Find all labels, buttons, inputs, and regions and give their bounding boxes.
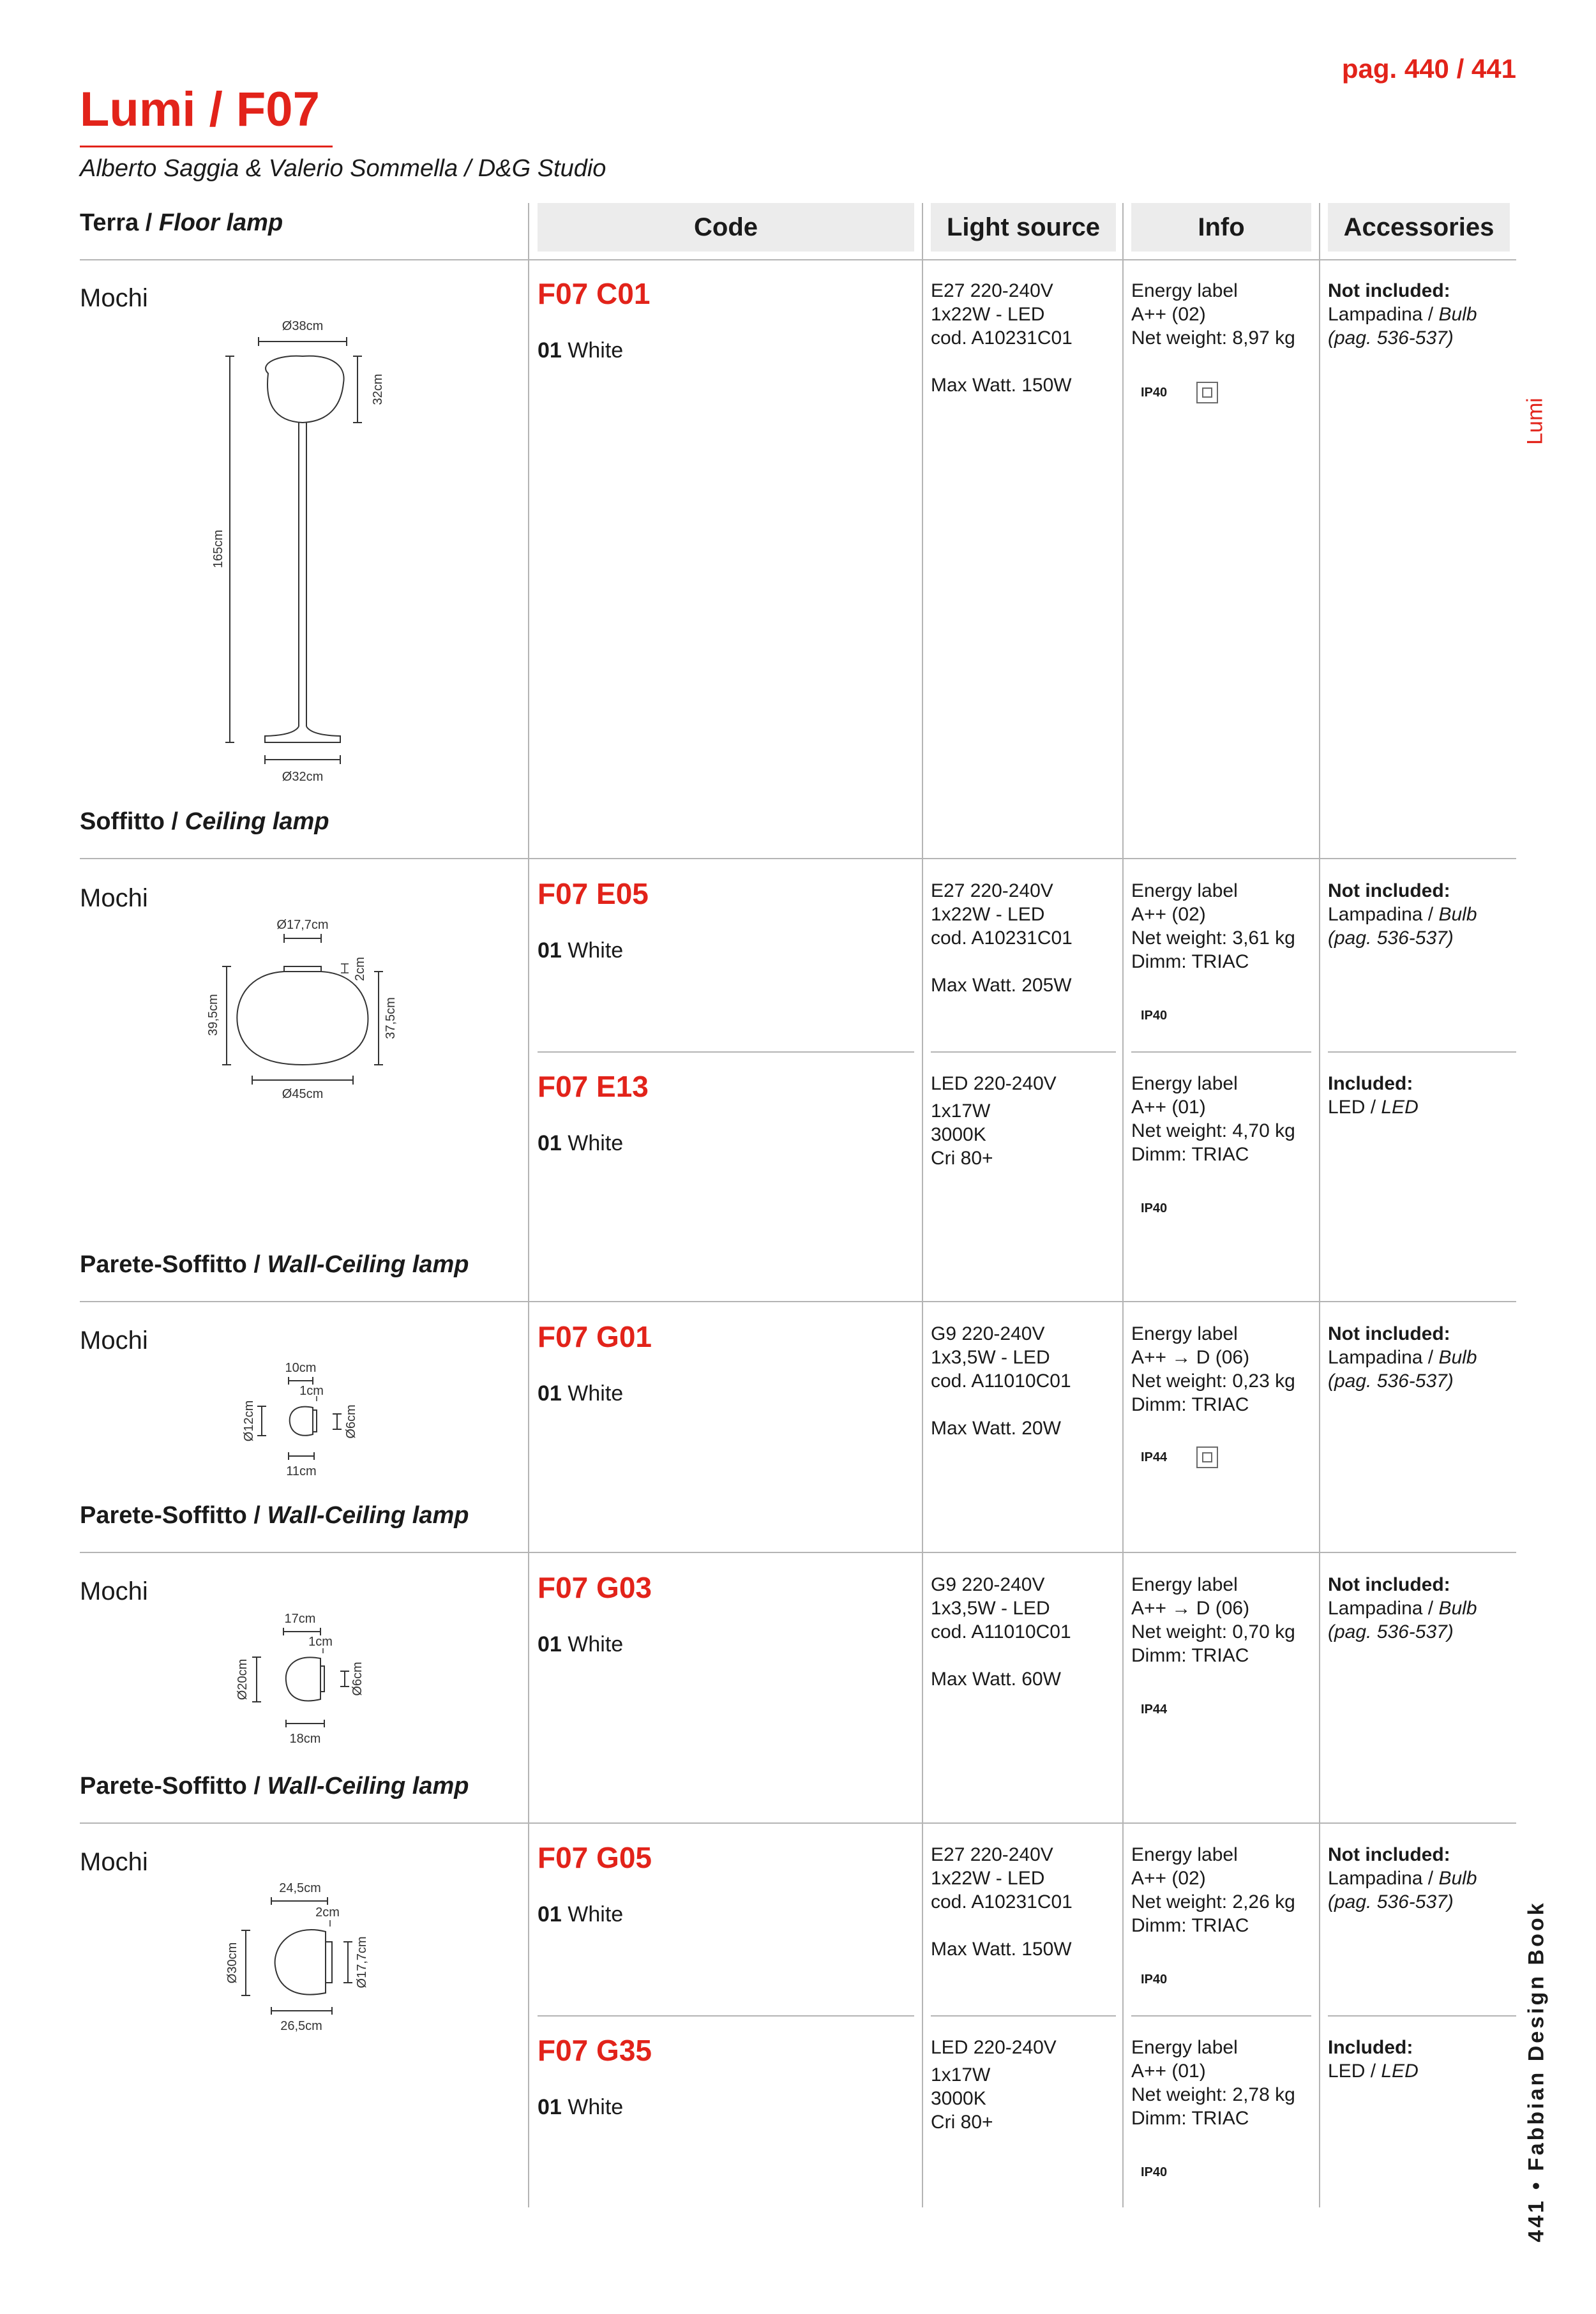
dimension-label: 39,5cm xyxy=(206,994,220,1036)
info-specs: Energy label A++ (01) Net weight: 2,78 kg Dimm: TRIAC xyxy=(1131,2037,1295,2129)
row-divider xyxy=(1131,1051,1311,1053)
wall-ceiling-lamp-drawing xyxy=(236,1356,377,1481)
dimension-label: Ø30cm xyxy=(225,1942,239,1984)
dimension-label: 10cm xyxy=(285,1361,317,1375)
info-specs: Energy label A++ (02) Net weight: 3,61 kg Dimm: TRIAC xyxy=(1131,880,1295,972)
wall-ceiling-lamp-drawing xyxy=(230,1607,383,1754)
column-header-code: Code xyxy=(538,203,914,252)
color-finish: 01 White xyxy=(538,1131,624,1155)
floor-lamp-drawing xyxy=(204,313,396,792)
product-code: F07 E05 xyxy=(538,877,649,910)
dimension-label: Ø32cm xyxy=(282,770,324,784)
product-code: F07 E13 xyxy=(538,1070,649,1103)
footer-page-label: 441 • Fabbian Design Book xyxy=(1524,1900,1549,2243)
product-code: F07 G01 xyxy=(538,1320,652,1353)
dimension-label: 18cm xyxy=(289,1732,321,1746)
row-divider xyxy=(1328,2015,1516,2017)
info-specs: Energy label A++ (02) Net weight: 8,97 kg xyxy=(1131,280,1295,349)
section-title-wall-ceiling: Parete-Soffitto / Wall-Ceiling lamp xyxy=(80,1773,469,1799)
row-divider xyxy=(931,2015,1116,2017)
product-code: F07 G03 xyxy=(538,1571,652,1604)
column-header-light-source: Light source xyxy=(931,203,1116,252)
ip-rating: IP40 xyxy=(1141,1972,1168,1987)
ip-rating: IP44 xyxy=(1141,1450,1168,1464)
wall-ceiling-lamp-drawing xyxy=(220,1877,393,2043)
dimension-label: 1cm xyxy=(299,1384,324,1398)
light-source-specs: LED 220-240V 1x17W 3000K Cri 80+ xyxy=(931,2037,1057,2133)
dimension-label: 11cm xyxy=(286,1464,317,1478)
page-reference: pag. 440 / 441 xyxy=(1341,54,1516,84)
column-header-info: Info xyxy=(1131,203,1311,252)
ip-rating: IP40 xyxy=(1141,1009,1168,1023)
ip-rating: IP44 xyxy=(1141,1702,1168,1717)
info-specs: Energy label A++ → D (06) Net weight: 0,23 kg Dimm: TRIAC xyxy=(1131,1323,1295,1415)
dimension-label: Ø17,7cm xyxy=(355,1936,369,1988)
light-source-specs: E27 220-240V 1x22W - LED cod. A10231C01 Max Watt. 150W xyxy=(931,1844,1073,1960)
ip-rating: IP40 xyxy=(1141,386,1168,400)
row-divider xyxy=(1131,2015,1311,2017)
side-section-tab: Lumi xyxy=(1523,398,1547,445)
page-title: Lumi / F07 xyxy=(80,82,320,137)
designers: Alberto Saggia & Valerio Sommella / D&G Studio xyxy=(80,155,606,182)
dimension-label: 1cm xyxy=(308,1635,333,1649)
title-underline xyxy=(80,146,333,147)
row-divider xyxy=(538,2015,914,2017)
model-name: Mochi xyxy=(80,1848,148,1876)
color-finish: 01 White xyxy=(538,1632,624,1657)
ip-rating: IP40 xyxy=(1141,1201,1168,1215)
dimension-label: Ø6cm xyxy=(350,1662,365,1696)
column-divider xyxy=(1319,203,1320,2207)
model-name: Mochi xyxy=(80,1326,148,1355)
light-source-specs: G9 220-240V 1x3,5W - LED cod. A11010C01 Max Watt. 20W xyxy=(931,1323,1071,1439)
color-finish: 01 White xyxy=(538,938,624,963)
accessories-info: Included: LED / LED xyxy=(1328,2037,1419,2082)
column-divider xyxy=(528,203,529,2207)
class-ii-icon xyxy=(1196,382,1218,403)
dimension-label: 165cm xyxy=(211,529,225,569)
dimension-label: 26,5cm xyxy=(280,2019,322,2033)
dimension-label: 2cm xyxy=(315,1905,340,1920)
light-source-specs: E27 220-240V 1x22W - LED cod. A10231C01 Max Watt. 150W xyxy=(931,280,1073,396)
table-rule xyxy=(80,259,1516,260)
column-header-accessories: Accessories xyxy=(1328,203,1510,252)
dimension-label: 24,5cm xyxy=(279,1881,321,1895)
dimension-label: Ø45cm xyxy=(282,1087,324,1101)
light-source-specs: G9 220-240V 1x3,5W - LED cod. A11010C01 Max Watt. 60W xyxy=(931,1574,1071,1690)
table-rule xyxy=(80,1301,1516,1302)
product-code: F07 G35 xyxy=(538,2034,652,2067)
dimension-label: Ø6cm xyxy=(344,1404,358,1439)
dimension-label: Ø12cm xyxy=(242,1400,256,1442)
row-divider xyxy=(1328,1051,1516,1053)
section-title-wall-ceiling: Parete-Soffitto / Wall-Ceiling lamp xyxy=(80,1251,469,1278)
light-source-specs: E27 220-240V 1x22W - LED cod. A10231C01 Max Watt. 205W xyxy=(931,880,1073,996)
table-rule xyxy=(80,858,1516,859)
light-source-specs: LED 220-240V 1x17W 3000K Cri 80+ xyxy=(931,1073,1057,1169)
color-finish: 01 White xyxy=(538,2095,624,2119)
table-rule xyxy=(80,1822,1516,1824)
column-divider xyxy=(1122,203,1124,2207)
dimension-label: Ø17,7cm xyxy=(276,918,329,932)
dimension-label: 37,5cm xyxy=(384,997,398,1039)
ceiling-lamp-drawing xyxy=(198,913,415,1117)
ip-rating: IP40 xyxy=(1141,2165,1168,2179)
section-title-floor: Terra / Floor lamp xyxy=(80,209,283,236)
dimension-label: 32cm xyxy=(371,373,385,405)
model-name: Mochi xyxy=(80,284,148,312)
dimension-label: 2cm xyxy=(353,957,367,981)
row-divider xyxy=(931,1051,1116,1053)
accessories-info: Not included: Lampadina / Bulb (pag. 536-537) xyxy=(1328,1574,1477,1642)
dimension-label: 17cm xyxy=(284,1612,316,1626)
section-title-wall-ceiling: Parete-Soffitto / Wall-Ceiling lamp xyxy=(80,1502,469,1529)
product-code: F07 G05 xyxy=(538,1841,652,1874)
info-specs: Energy label A++ → D (06) Net weight: 0,70 kg Dimm: TRIAC xyxy=(1131,1574,1295,1666)
section-title-ceiling: Soffitto / Ceiling lamp xyxy=(80,808,329,835)
model-name: Mochi xyxy=(80,884,148,912)
accessories-info: Not included: Lampadina / Bulb (pag. 536-537) xyxy=(1328,880,1477,949)
color-finish: 01 White xyxy=(538,338,624,363)
accessories-info: Not included: Lampadina / Bulb (pag. 536-537) xyxy=(1328,280,1477,349)
color-finish: 01 White xyxy=(538,1902,624,1927)
dimension-label: Ø20cm xyxy=(236,1658,250,1701)
info-specs: Energy label A++ (02) Net weight: 2,26 kg Dimm: TRIAC xyxy=(1131,1844,1295,1936)
accessories-info: Not included: Lampadina / Bulb (pag. 536-537) xyxy=(1328,1844,1477,1912)
info-specs: Energy label A++ (01) Net weight: 4,70 kg Dimm: TRIAC xyxy=(1131,1073,1295,1165)
accessories-info: Included: LED / LED xyxy=(1328,1073,1419,1118)
product-code: F07 C01 xyxy=(538,277,651,310)
accessories-info: Not included: Lampadina / Bulb (pag. 536-537) xyxy=(1328,1323,1477,1392)
class-ii-icon xyxy=(1196,1446,1218,1468)
column-divider xyxy=(922,203,923,2207)
color-finish: 01 White xyxy=(538,1381,624,1406)
table-rule xyxy=(80,1552,1516,1553)
row-divider xyxy=(538,1051,914,1053)
model-name: Mochi xyxy=(80,1577,148,1605)
dimension-label: Ø38cm xyxy=(282,319,324,333)
